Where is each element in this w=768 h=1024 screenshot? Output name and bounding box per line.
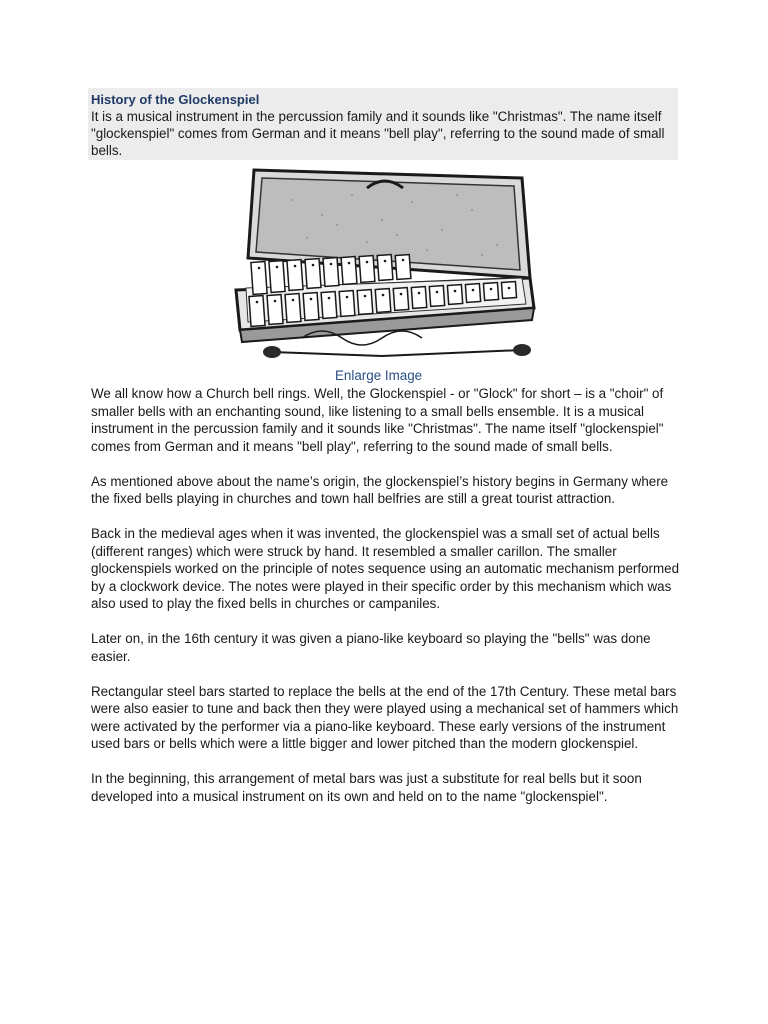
glockenspiel-engraving bbox=[232, 160, 536, 368]
glockenspiel-illustration-icon[interactable] bbox=[232, 160, 536, 368]
article-body bbox=[91, 385, 685, 823]
paragraph: As mentioned above about the name’s origin, the glockenspiel’s history begins in Germany where the fixed bells playing in churches and town hall belfries are still a great tourist attraction. bbox=[91, 473, 669, 506]
paragraph: In the beginning, this arrangement of metal bars was just a substitute for real bells but it soon developed into a musical instrument on its own and held on to the name "glockenspiel". bbox=[91, 771, 642, 804]
paragraph: We all know how a Church bell rings. Well, the Glockenspiel - or "Glock" for short – is a "choir" of smaller bells with an enchanting sound, like listening to a small bells ensemble. It is a musical instrument in the percussion family and it sounds like "Christmas". The name itself "glockenspiel" comes from German and it means "bell play", referring to the sound made of small bells. bbox=[91, 386, 664, 454]
paragraph: Rectangular steel bars started to replace the bells at the end of the 17th Century. These metal bars were also easier to tune and back then they were played using a mechanical set of hammers which were activated by the performer via a piano-like keyboard. These early versions of the instrument used bars or bells which were a little bigger and lower pitched than the modern glockenspiel. bbox=[91, 683, 679, 751]
paragraph: Back in the medieval ages when it was invented, the glockenspiel was a small set of actual bells (different ranges) which were struck by hand. It resembled a smaller carillon. The smaller glockenspiels worked on the principle of notes sequence using an automatic mechanism performed by a clockwork device. The notes were played in their specific order by this mechanism which was also used to play the fixed bells in churches or campaniles. bbox=[91, 526, 680, 611]
paragraph: Later on, in the 16th century it was given a piano-like keyboard so playing the "bells" was done easier. bbox=[91, 631, 651, 664]
intro-paragraph: It is a musical instrument in the percussion family and it sounds like "Christmas". The name itself "glockenspiel" comes from German and it means "bell play", referring to the sound made of small bells. bbox=[91, 109, 665, 158]
enlarge-image-link[interactable]: Enlarge Image bbox=[335, 368, 423, 383]
page-title: History of the Glockenspiel bbox=[91, 92, 260, 107]
